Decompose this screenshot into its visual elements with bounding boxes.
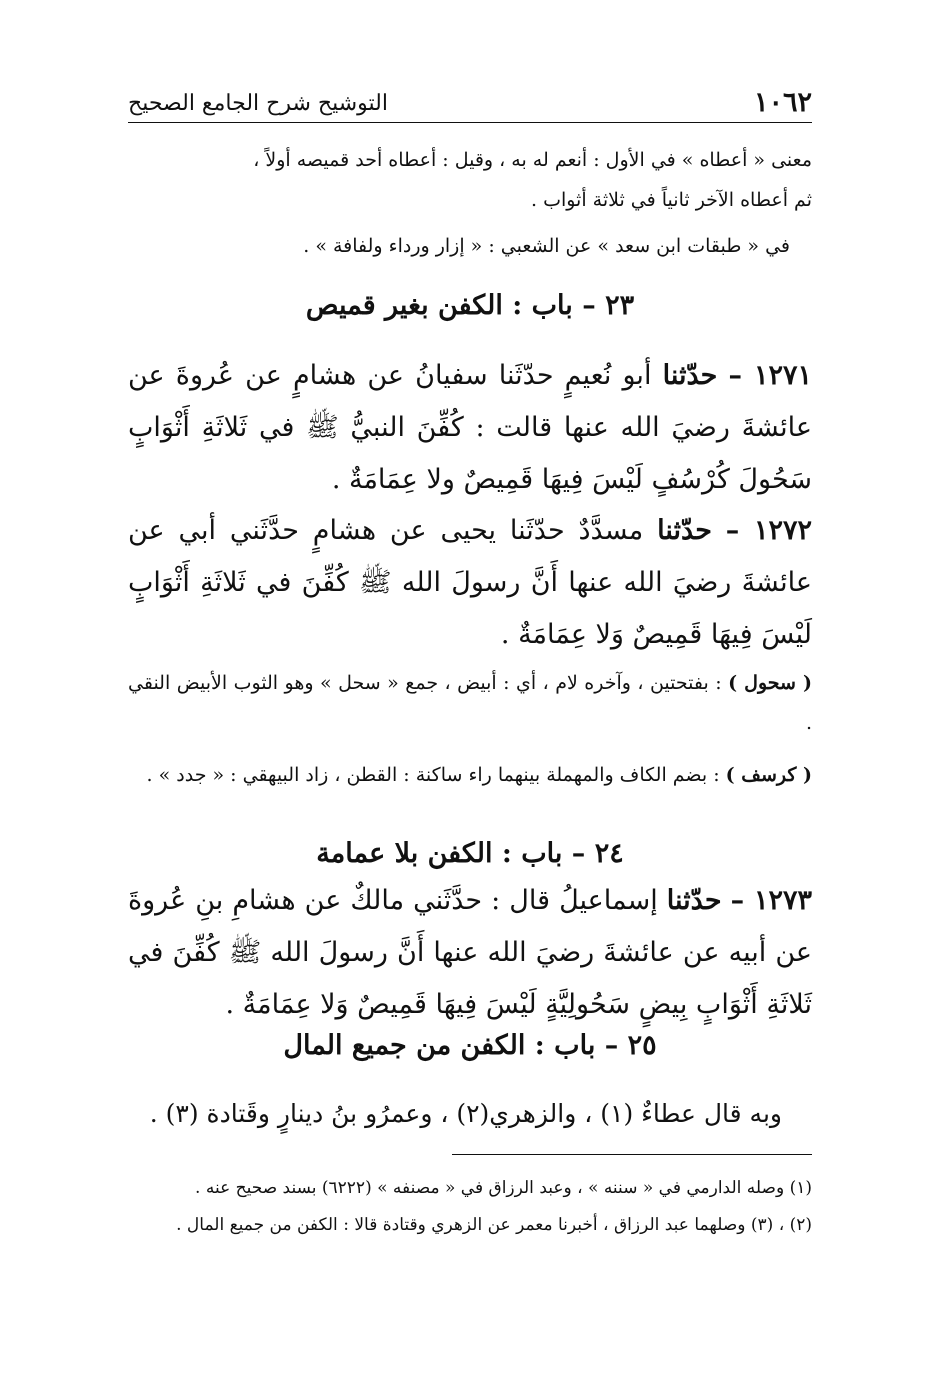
hadith-1273 [128, 875, 812, 1031]
gloss-keyword: ( سحول ) [728, 672, 812, 694]
page-number: ١٠٦٢ [753, 87, 812, 118]
intro-note-line: معنى « أعطاه » في الأول : أنعم له به ، وقيل : أعطاه أحد قميصه أولاً ، [253, 149, 812, 171]
hadith-1272 [128, 505, 812, 661]
footnote-1: (١) وصله الدارمي في « سننه » ، وعبد الرزاق في « مصنفه » (٦٢٢٢) بسند صحيح عنه . [195, 1178, 812, 1198]
gloss-text: : بضم الكاف والمهملة بينهما راء ساكنة : القطن ، زاد البيهقي : « جدد » . [146, 764, 720, 786]
hadith-text: مسدَّدٌ حدّثَنا يحيى عن هشامٍ حدَّثَني أبي عن عائشةَ رضيَ الله عنها أَنَّ رسولَ الله ﷺ كُفِّنَ في ثَلاثَةِ أَثْوَابٍ لَيْسَ فِيهَا قَمِيصٌ وَلا عِمَامَةٌ . [128, 515, 812, 650]
gloss-keyword: ( كرسف ) [725, 764, 812, 786]
book-title: التوشيح شرح الجامع الصحيح [128, 91, 388, 116]
chapter-heading-23: ٢٣ – باب : الكفن بغير قميص [305, 290, 635, 321]
hadith-opening: حدّثنا [666, 885, 722, 916]
gloss-sahul [128, 663, 812, 743]
chapter-heading-25: ٢٥ – باب : الكفن من جميع المال [283, 1030, 657, 1061]
gloss-kursuf [128, 755, 812, 795]
running-header [128, 82, 812, 123]
chapter-25-text: وبه قال عطاءٌ (١) ، والزهري(٢) ، وعمرُو بنُ دينارٍ وقَتادة (٣) . [149, 1099, 782, 1128]
hadith-1271 [128, 350, 812, 506]
intro-note-line: في « طبقات ابن سعد » عن الشعبي : « إزار ورداء ولفافة » . [303, 235, 790, 257]
footnote-separator [452, 1154, 812, 1155]
hadith-text: أبو نُعيمٍ حدّثَنا سفيانُ عن هشامٍ عن عُروةَ عن عائشةَ رضيَ الله عنها قالت : كُفِّنَ النبيُّ ﷺ في ثَلاثَةِ أَثْوَابٍ سَحُولَ كُرْسُفٍ لَيْسَ فِيهَا قَمِيصٌ ولا عِمَامَةٌ . [128, 360, 812, 495]
footnote-2: (٢) ، (٣) وصلهما عبد الرزاق ، أخبرنا معمر عن الزهري وقتادة قالا : الكفن من جميع المال . [176, 1215, 812, 1235]
chapter-heading-24: ٢٤ – باب : الكفن بلا عمامة [316, 838, 624, 869]
intro-note-line: ثم أعطاه الآخر ثانياً في ثلاثة أثواب . [531, 189, 812, 211]
hadith-number: ١٢٧١ – [728, 360, 813, 391]
hadith-number: ١٢٧٣ – [730, 885, 812, 916]
hadith-opening: حدّثنا [662, 360, 718, 391]
gloss-text: : بفتحتين ، وآخره لام ، أي : أبيض ، جمع « سحل » وهو الثوب الأبيض النقي . [128, 672, 812, 734]
hadith-text: إسماعيلُ قال : حدَّثَني مالكٌ عن هشامِ بنِ عُروةَ عن أبيه عن عائشةَ رضيَ الله عنها أَنَّ رسولَ الله ﷺ كُفِّنَ في ثَلاثَةِ أَثْوَابٍ بِيضٍ سَحُولِيَّةٍ لَيْسَ فِيهَا قَمِيصٌ وَلا عِمَامَةٌ . [128, 885, 812, 1020]
footnotes [128, 1175, 812, 1239]
intro-note [128, 140, 812, 266]
hadith-opening: حدّثنا [657, 515, 712, 546]
hadith-number: ١٢٧٢ – [725, 515, 812, 546]
